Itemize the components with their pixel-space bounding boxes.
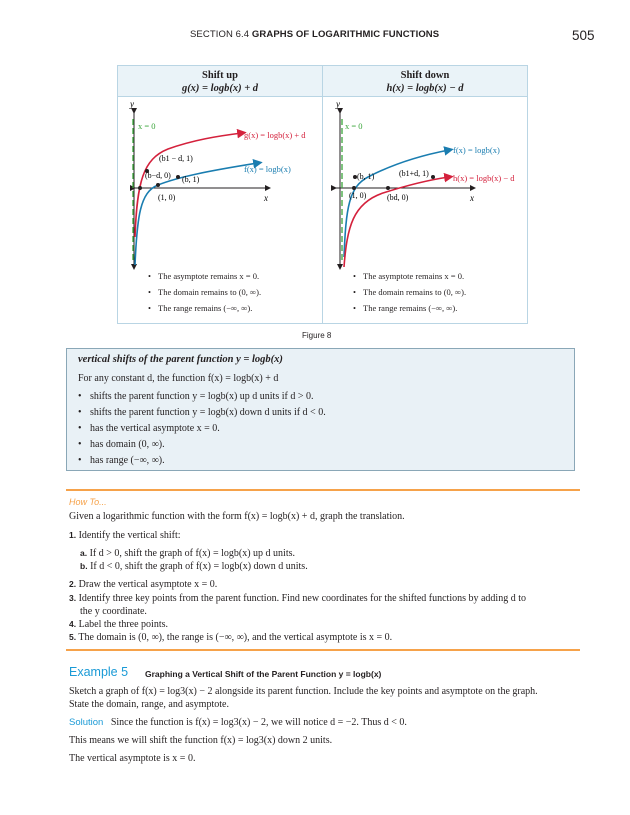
divider <box>66 489 580 491</box>
example-label: Example 5 <box>69 665 129 679</box>
point-label: (b1 − d, 1) <box>159 154 193 163</box>
asymptote-label: x = 0 <box>345 121 363 131</box>
howto-substep: a. If d > 0, shift the graph of f(x) = logb(x) up d units. <box>80 548 296 559</box>
definition-bullet: • shifts the parent function y = logb(x) up d units if d > 0. <box>78 391 314 402</box>
howto-substep: b. If d < 0, shift the graph of f(x) = logb(x) down d units. <box>80 561 308 572</box>
y-label: y <box>130 99 134 109</box>
right-notes: • The asymptote remains x = 0. • The domain remains to (0, ∞). • The range remains (−∞, ∞). <box>353 271 466 319</box>
figure-table <box>117 65 528 324</box>
x-label: x <box>470 193 474 203</box>
page-number: 505 <box>572 28 595 43</box>
howto-step: 3. Identify three key points from the parent function. Find new coordinates for the shifted functions by adding d to <box>69 593 526 604</box>
asymptote-label: x = 0 <box>138 121 156 131</box>
howto-step: 1. Identify the vertical shift: <box>69 530 181 541</box>
point-label: (b−d, 0) <box>145 171 171 180</box>
solution-line: The vertical asymptote is x = 0. <box>69 753 196 764</box>
point <box>156 183 160 187</box>
point-label: (b, 1) <box>357 172 375 181</box>
point-label: (1, 0) <box>158 193 176 202</box>
definition-box <box>66 348 575 471</box>
howto-step: 2. Draw the vertical asymptote x = 0. <box>69 579 218 590</box>
howto-step-cont: the y coordinate. <box>80 606 147 617</box>
definition-bullet: • has the vertical asymptote x = 0. <box>78 423 220 434</box>
shift-up-graph <box>118 97 322 323</box>
left-notes: • The asymptote remains x = 0. • The domain remains to (0, ∞). • The range remains (−∞, ∞). <box>148 271 261 319</box>
example-prompt: State the domain, range, and asymptote. <box>69 699 229 710</box>
point <box>431 175 435 179</box>
running-header: SECTION 6.4 GRAPHS OF LOGARITHMIC FUNCTIONS <box>190 29 440 40</box>
shift-down-graph <box>323 97 527 323</box>
point-label: (bd, 0) <box>387 193 409 202</box>
f-curve <box>344 150 449 257</box>
point <box>176 175 180 179</box>
point <box>386 186 390 190</box>
definition-title: vertical shifts of the parent function y = logb(x) <box>78 354 283 365</box>
point-label: (b1+d, 1) <box>399 169 429 178</box>
definition-bullet: • shifts the parent function y = logb(x) down d units if d < 0. <box>78 407 326 418</box>
shift-down-header: Shift down h(x) = logb(x) − d <box>386 70 464 94</box>
g-curve-label: g(x) = logb(x) + d <box>244 130 306 140</box>
example-prompt: Sketch a graph of f(x) = log3(x) − 2 alongside its parent function. Include the key points and asymptote on the graph. <box>69 686 538 697</box>
point-label: (b, 1) <box>182 175 200 184</box>
example-title: Graphing a Vertical Shift of the Parent Function y = logb(x) <box>145 669 382 679</box>
howto-step: 5. The domain is (0, ∞), the range is (−∞, ∞), and the vertical asymptote is x = 0. <box>69 632 393 643</box>
definition-bullet: • has domain (0, ∞). <box>78 439 165 450</box>
shift-up-header: Shift up g(x) = logb(x) + d <box>181 70 259 94</box>
howto-step: 4. Label the three points. <box>69 619 169 630</box>
f-curve-label: f(x) = logb(x) <box>244 164 291 174</box>
howto-label: How To... <box>69 497 107 507</box>
point <box>138 186 142 190</box>
definition-intro: For any constant d, the function f(x) = logb(x) + d <box>78 373 279 384</box>
solution-line: Solution Since the function is f(x) = log3(x) − 2, we will notice d = −2. Thus d < 0. <box>69 717 407 728</box>
divider <box>66 649 580 651</box>
y-label: y <box>336 99 340 109</box>
point-label: (1, 0) <box>349 191 367 200</box>
x-label: x <box>264 193 268 203</box>
solution-label: Solution <box>69 717 104 728</box>
howto-intro: Given a logarithmic function with the form f(x) = logb(x) + d, graph the translation. <box>69 511 405 522</box>
figure-caption: Figure 8 <box>302 331 332 340</box>
h-curve-label: h(x) = logb(x) − d <box>453 173 515 183</box>
point <box>352 186 356 190</box>
f-curve-label: f(x) = logb(x) <box>453 145 500 155</box>
g-curve <box>135 133 242 237</box>
definition-bullet: • has range (−∞, ∞). <box>78 455 165 466</box>
solution-line: This means we will shift the function f(x) = log3(x) down 2 units. <box>69 735 333 746</box>
